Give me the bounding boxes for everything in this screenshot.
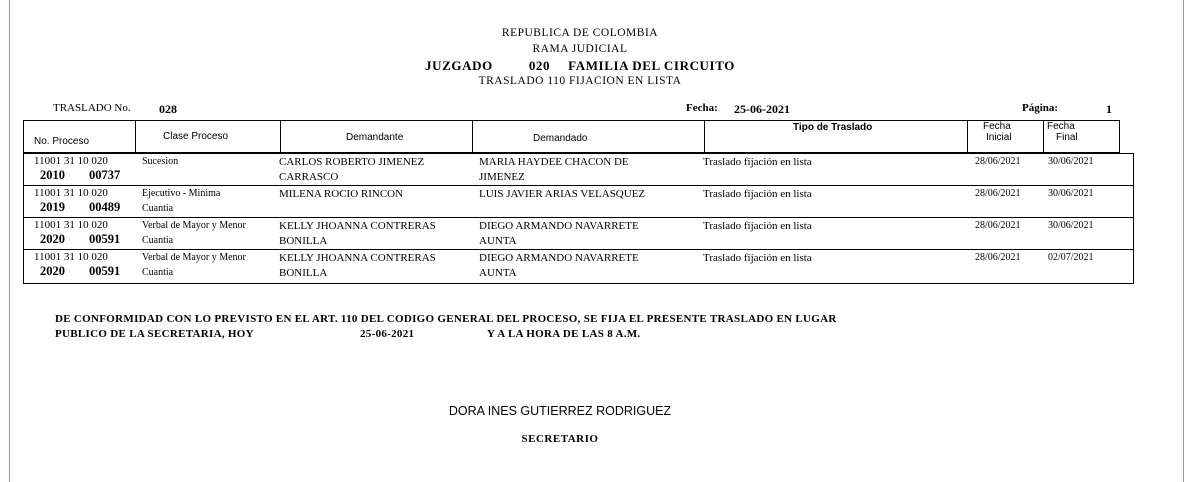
- proceso-number: 00737: [89, 168, 121, 182]
- fecha-label: Fecha:: [686, 102, 718, 114]
- demandante: MILENA ROCIO RINCON: [279, 188, 404, 200]
- proceso-year: 2019: [40, 200, 65, 214]
- fecha-final: 30/06/2021: [1048, 220, 1094, 231]
- header-country: REPUBLICA DE COLOMBIA: [501, 27, 659, 39]
- header-branch: RAMA JUDICIAL: [532, 43, 628, 55]
- demandado-2: JIMENEZ: [479, 171, 525, 183]
- fecha-final: 02/07/2021: [1048, 252, 1094, 263]
- proceso-code: 11001 31 10 020: [34, 155, 108, 167]
- fecha-inicial: 28/06/2021: [975, 220, 1021, 231]
- fecha-final: 30/06/2021: [1048, 156, 1094, 167]
- court-number: 020: [528, 58, 551, 73]
- fecha-final: 30/06/2021: [1048, 188, 1094, 199]
- proceso-year: 2020: [40, 264, 65, 278]
- signature-name: DORA INES GUTIERREZ RODRIGUEZ: [448, 404, 672, 418]
- pagina-value: 1: [1106, 102, 1112, 116]
- header-court: [0, 58, 1160, 74]
- demandante-2: BONILLA: [279, 267, 328, 279]
- fecha-inicial: 28/06/2021: [975, 156, 1021, 167]
- proceso-number: 00591: [89, 264, 121, 278]
- proceso-number: 00591: [89, 232, 121, 246]
- fecha-inicial: 28/06/2021: [975, 252, 1021, 263]
- tipo-traslado: Traslado fijación en lista: [703, 188, 812, 200]
- proceso-year: 2010: [40, 168, 65, 182]
- col-demandado: Demandado: [473, 121, 705, 152]
- col-no-proceso: No. Proceso: [24, 121, 136, 152]
- table-row: [24, 186, 1133, 218]
- header-subtitle: TRASLADO 110 FIJACION EN LISTA: [478, 75, 682, 87]
- page-right-edge: [1183, 0, 1184, 482]
- table-row: [24, 154, 1133, 186]
- tipo-traslado: Traslado fijación en lista: [703, 156, 812, 168]
- table-row: [24, 250, 1133, 282]
- clase-proceso-2: Cuantia: [142, 203, 174, 214]
- demandante: CARLOS ROBERTO JIMENEZ: [279, 156, 425, 168]
- proceso-code: 11001 31 10 020: [34, 219, 108, 231]
- traslado-value: 028: [159, 102, 177, 116]
- court-name: FAMILIA DEL CIRCUITO: [568, 58, 735, 73]
- col-fecha-inicial: Fecha Inicial: [968, 121, 1044, 152]
- demandado-2: AUNTA: [479, 235, 517, 247]
- col-fecha-final: Fecha Final: [1047, 121, 1078, 143]
- clase-proceso: Sucesion: [142, 156, 179, 167]
- footer-statement-line1: DE CONFORMIDAD CON LO PREVISTO EN EL ART. 110 DEL CODIGO GENERAL DEL PROCESO, SE FIJA EL PRESENTE TRASLADO EN LUGAR: [55, 313, 837, 325]
- table-row: [24, 218, 1133, 250]
- demandante: KELLY JHOANNA CONTRERAS: [279, 252, 436, 264]
- pagina-label: Página:: [1022, 102, 1059, 114]
- court-word: JUZGADO: [425, 58, 493, 73]
- demandado: LUIS JAVIER ARIAS VELASQUEZ: [479, 188, 646, 200]
- proceso-number: 00489: [89, 200, 121, 214]
- footer-statement-line2: [55, 328, 641, 340]
- demandante: KELLY JHOANNA CONTRERAS: [279, 220, 436, 232]
- demandante-2: CARRASCO: [279, 171, 339, 183]
- table-header: [23, 120, 1120, 153]
- col-tipo-traslado: Tipo de Traslado: [705, 121, 968, 152]
- footer-date: 25-06-2021: [360, 328, 415, 340]
- tipo-traslado: Traslado fijación en lista: [703, 220, 812, 232]
- demandado: DIEGO ARMANDO NAVARRETE: [479, 220, 639, 232]
- footer-public-text: PUBLICO DE LA SECRETARIA, HOY: [55, 328, 254, 340]
- col-clase-proceso: Clase Proceso: [136, 121, 281, 152]
- col-demandante: Demandante: [281, 121, 473, 152]
- clase-proceso: Verbal de Mayor y Menor: [142, 252, 246, 263]
- proceso-code: 11001 31 10 020: [34, 187, 108, 199]
- proceso-year: 2020: [40, 232, 65, 246]
- demandado: DIEGO ARMANDO NAVARRETE: [479, 252, 639, 264]
- clase-proceso: Ejecutivo - Minima: [142, 188, 221, 199]
- clase-proceso-2: Cuantia: [142, 267, 174, 278]
- proceso-code: 11001 31 10 020: [34, 251, 108, 263]
- traslado-label: TRASLADO No.: [53, 102, 131, 114]
- tipo-traslado: Traslado fijación en lista: [703, 252, 812, 264]
- fecha-value: 25-06-2021: [734, 102, 790, 116]
- demandante-2: BONILLA: [279, 235, 328, 247]
- signature-role: SECRETARIO: [521, 433, 599, 445]
- table-body: [23, 153, 1134, 284]
- clase-proceso-2: Cuantia: [142, 235, 174, 246]
- clase-proceso: Verbal de Mayor y Menor: [142, 220, 246, 231]
- demandado: MARIA HAYDEE CHACON DE: [479, 156, 629, 168]
- footer-hour-text: Y A LA HORA DE LAS 8 A.M.: [487, 328, 641, 340]
- demandado-2: AUNTA: [479, 267, 517, 279]
- fecha-inicial: 28/06/2021: [975, 188, 1021, 199]
